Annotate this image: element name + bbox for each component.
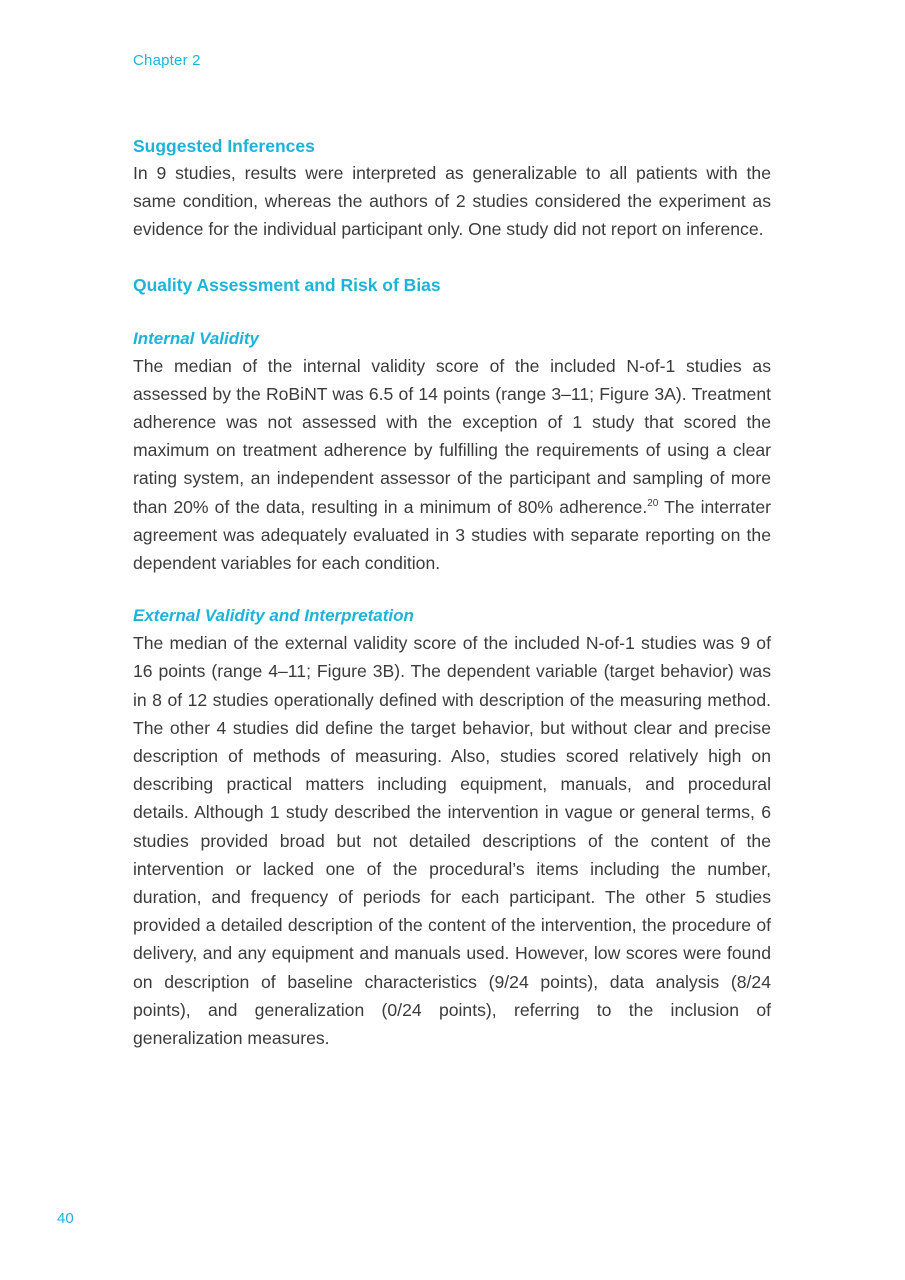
heading-quality-assessment: Quality Assessment and Risk of Bias — [133, 274, 441, 295]
spacer — [133, 244, 771, 272]
main-content — [133, 133, 771, 1052]
spacer — [133, 298, 771, 326]
heading-external-validity: External Validity and Interpretation — [133, 606, 414, 626]
chapter-running-head: Chapter 2 — [133, 52, 201, 69]
spacer — [133, 577, 771, 603]
heading-internal-validity: Internal Validity — [133, 328, 259, 348]
paragraph-external-validity: The median of the external validity score of the included N-of-1 studies was 9 of 16 points (range 4–11; Figure 3B). The dependent variable (target behavior) was in 8 of 12 studies operationally defined with description of the measuring method. The other 4 studies did define the target behavior, but without clear and precise description of methods of measuring. Also, studies scored relatively high on describing practical matters including equipment, manuals, and procedural details. Although 1 study described the intervention in vague or general terms, 6 studies provided broad but not detailed descriptions of the content of the intervention or lacked one of the procedural’s items including the number, duration, and frequency of periods for each participant. The other 5 studies provided a detailed description of the content of the intervention, the procedure of delivery, and any equipment and manuals used. However, low scores were found on description of baseline characteristics (9/24 points), data analysis (8/24 points), and generalization (0/24 points), referring to the inclusion of generalization measures. — [133, 633, 771, 1049]
heading-suggested-inferences: Suggested Inferences — [133, 136, 315, 156]
internal-validity-text-part2: The interrater agreement was adequately evaluated in 3 studies with separate reporting on the dependent variables for each condition. — [133, 496, 771, 574]
paragraph-suggested-inferences: In 9 studies, results were interpreted as generalizable to all patients with the same condition, whereas the authors of 2 studies considered the experiment as evidence for the individual participant only. One study did not report on inference. — [133, 163, 771, 240]
paragraph-internal-validity — [133, 352, 771, 578]
page-number: 40 — [57, 1210, 74, 1227]
reference-superscript: 20 — [647, 497, 659, 509]
internal-validity-text-part1: The median of the internal validity score of the included N-of-1 studies as assessed by the RoBiNT was 6.5 of 14 points (range 3–11; Figure 3A). Treatment adherence was not assessed with the exception of 1 study that scored the maximum on treatment adherence by fulfilling the requirements of using a clear rating system, an independent assessor of the participant and sampling of more than 20% of the data, resulting in a minimum of 80% adherence. — [133, 355, 771, 517]
